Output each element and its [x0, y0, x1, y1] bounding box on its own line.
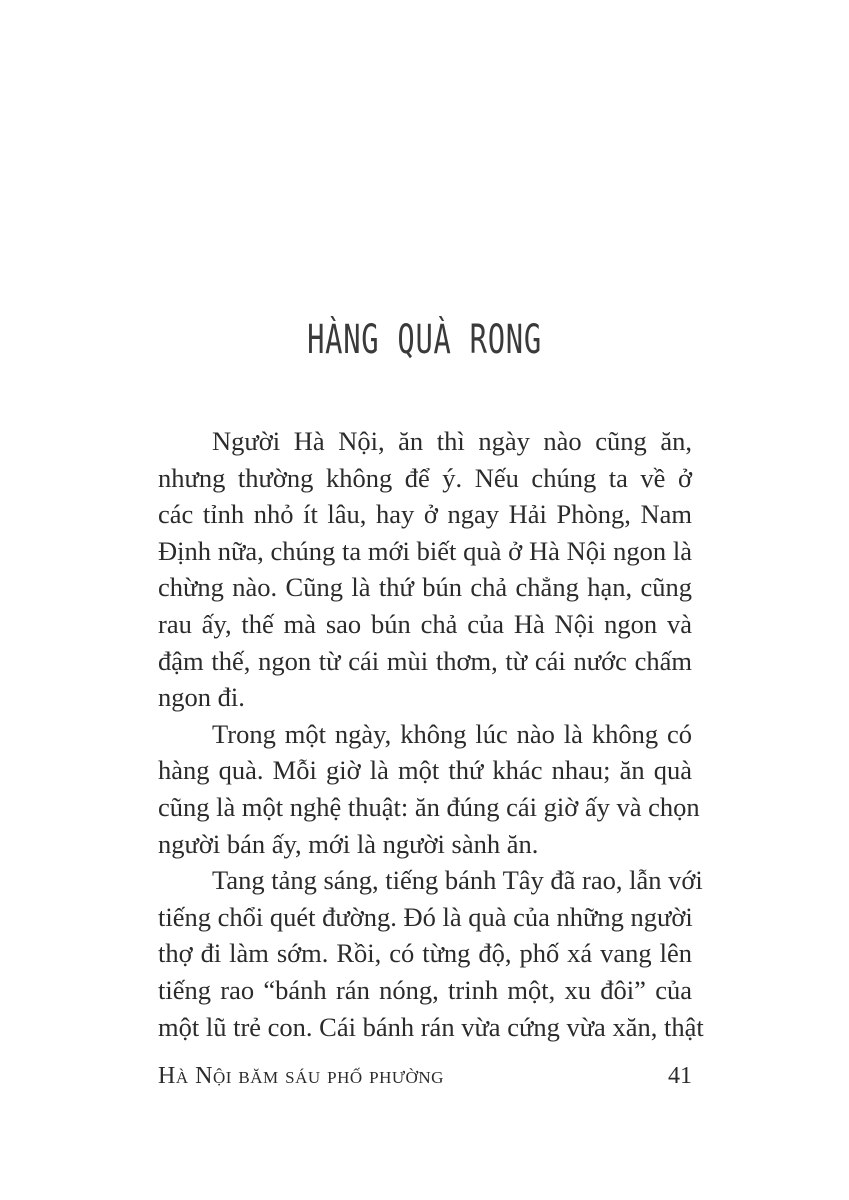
text-line: Trong một ngày, không lúc nào là không có: [212, 718, 692, 749]
chapter-title: HÀNG QUÀ RONG: [307, 316, 542, 363]
text-line: chừng nào. Cũng là thứ bún chả chẳng hạn, cũng: [158, 572, 692, 603]
text-line: ngon đi.: [158, 682, 245, 713]
text-line: người bán ấy, mới là người sành ăn.: [158, 828, 539, 859]
page-footer: [158, 1058, 692, 1094]
paragraph-1: [158, 423, 692, 716]
text-line: rau ấy, thế mà sao bún chả của Hà Nội ngon và: [158, 608, 692, 639]
text-line: thợ đi làm sớm. Rồi, có từng độ, phố xá vang lên: [158, 938, 692, 969]
body-text: [158, 423, 704, 1045]
text-line: một lũ trẻ con. Cái bánh rán vừa cứng vừa xăn, thật: [158, 1011, 704, 1042]
text-line: tiếng rao “bánh rán nóng, trinh một, xu đôi” của: [158, 974, 692, 1005]
text-line: cũng là một nghệ thuật: ăn đúng cái giờ ấy và chọn: [158, 791, 700, 822]
page-number: 41: [668, 1063, 692, 1089]
text-line: Người Hà Nội, ăn thì ngày nào cũng ăn,: [212, 426, 692, 456]
running-footer-book-title: Hà Nội băm sáu phố phường: [158, 1063, 444, 1089]
text-line: nhưng thường không để ý. Nếu chúng ta về ở: [158, 462, 692, 493]
text-line: hàng quà. Mỗi giờ là một thứ khác nhau; ăn quà: [158, 755, 692, 786]
text-line: Định nữa, chúng ta mới biết quà ở Hà Nội ngon là: [158, 535, 692, 566]
paragraph-2: [158, 716, 700, 862]
text-line: Tang tảng sáng, tiếng bánh Tây đã rao, lẫn với: [212, 865, 703, 896]
text-line: các tỉnh nhỏ ít lâu, hay ở ngay Hải Phòng, Nam: [158, 499, 692, 530]
text-line: đậm thế, ngon từ cái mùi thơm, từ cái nước chấm: [158, 645, 692, 676]
paragraph-3: [158, 862, 704, 1045]
text-line: tiếng chổi quét đường. Đó là quà của những người: [158, 901, 693, 932]
